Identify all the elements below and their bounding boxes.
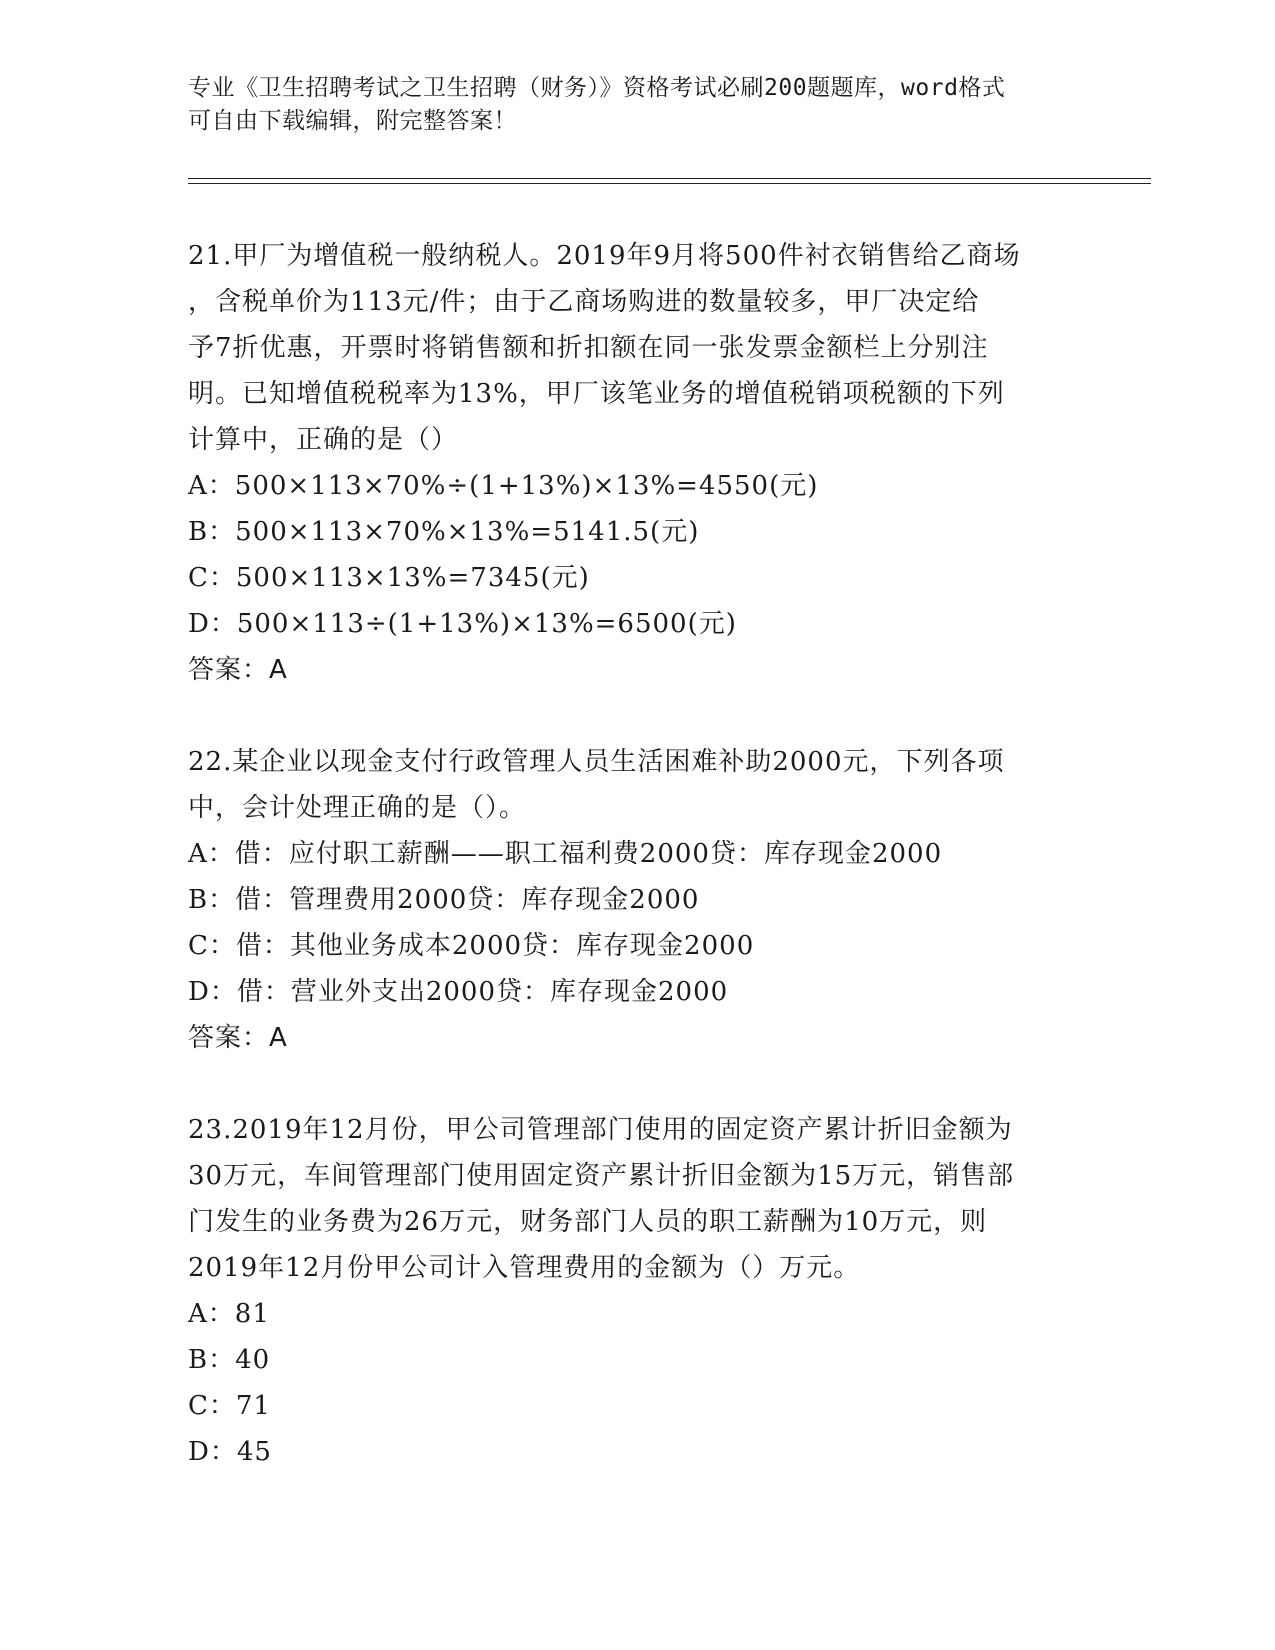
option-b: B：40 <box>188 1345 271 1375</box>
document-header <box>188 72 1078 138</box>
question-stem <box>188 739 1088 831</box>
option-c: C：500×113×13%=7345(元) <box>188 563 590 593</box>
stem-line: 中，会计处理正确的是（）。 <box>188 793 527 823</box>
stem-line: 22.某企业以现金支付行政管理人员生活困难补助2000元，下列各项 <box>188 747 1005 777</box>
stem-line: 23.2019年12月份，甲公司管理部门使用的固定资产累计折旧金额为 <box>188 1115 1013 1145</box>
question-23 <box>188 1107 1088 1475</box>
option-d: D：借：营业外支出2000贷：库存现金2000 <box>188 977 729 1007</box>
stem-line: 予7折优惠，开票时将销售额和折扣额在同一张发票金额栏上分别注 <box>188 333 989 363</box>
option-b: B：500×113×70%×13%=5141.5(元) <box>188 517 700 547</box>
option-a: A：81 <box>188 1299 270 1329</box>
question-22 <box>188 739 1088 1061</box>
option-a: A：借：应付职工薪酬——职工福利费2000贷：库存现金2000 <box>188 839 943 869</box>
answer-line: 答案：A <box>188 1023 288 1053</box>
answer-line: 答案：A <box>188 655 288 685</box>
option-b: B：借：管理费用2000贷：库存现金2000 <box>188 885 700 915</box>
header-line-2: 可自由下载编辑，附完整答案！ <box>188 108 517 134</box>
stem-line: 21.甲厂为增值税一般纳税人。2019年9月将500件衬衣销售给乙商场 <box>188 241 1021 271</box>
option-a: A：500×113×70%÷(1+13%)×13%=4550(元) <box>188 471 819 501</box>
question-21 <box>188 233 1088 693</box>
question-stem <box>188 233 1088 463</box>
option-d: D：500×113÷(1+13%)×13%=6500(元) <box>188 609 737 639</box>
stem-line: 30万元，车间管理部门使用固定资产累计折旧金额为15万元，销售部 <box>188 1161 1015 1191</box>
stem-line: 门发生的业务费为26万元，财务部门人员的职工薪酬为10万元，则 <box>188 1207 988 1237</box>
option-d: D：45 <box>188 1437 272 1467</box>
stem-line: 计算中，正确的是（） <box>188 425 459 455</box>
option-c: C：71 <box>188 1391 271 1421</box>
header-divider-bottom <box>188 183 1151 184</box>
stem-line: ，含税单价为113元/件；由于乙商场购进的数量较多，甲厂决定给 <box>188 287 980 317</box>
header-line-1: 专业《卫生招聘考试之卫生招聘（财务）》资格考试必刷200题题库，word格式 <box>188 75 1006 101</box>
header-divider-top <box>188 178 1151 179</box>
stem-line: 明。已知增值税税率为13%，甲厂该笔业务的增值税销项税额的下列 <box>188 379 1005 409</box>
stem-line: 2019年12月份甲公司计入管理费用的金额为（）万元。 <box>188 1253 861 1283</box>
question-stem <box>188 1107 1088 1291</box>
option-c: C：借：其他业务成本2000贷：库存现金2000 <box>188 931 755 961</box>
question-list <box>188 233 1088 1521</box>
